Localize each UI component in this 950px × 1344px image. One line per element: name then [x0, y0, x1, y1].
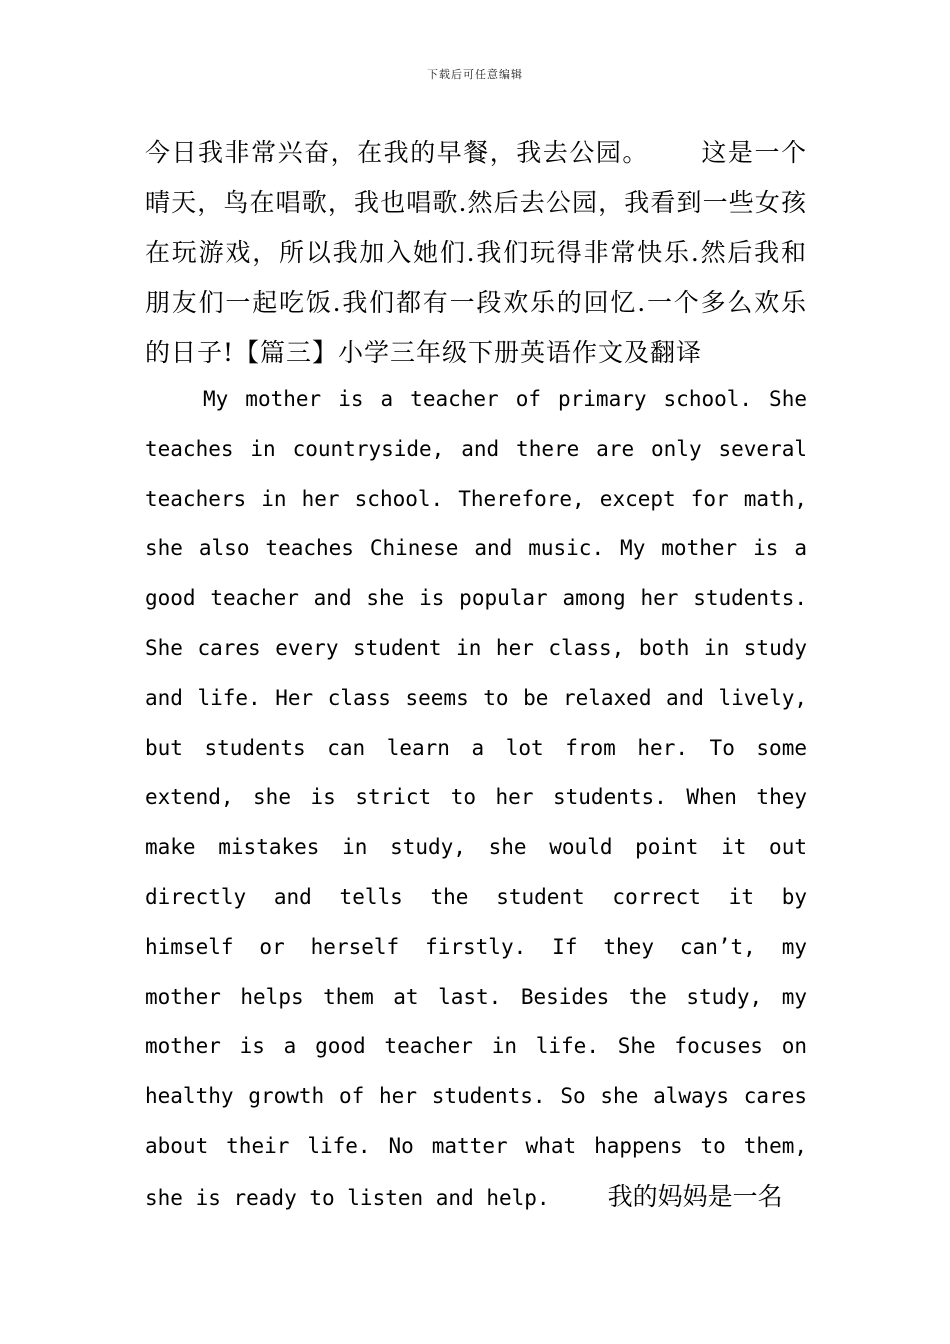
- english-line: but students can learn a lot from her. To some: [145, 735, 807, 760]
- chinese-line-2: 晴天，鸟在唱歌，我也唱歌.然后去公园，我看到一些女孩: [145, 188, 807, 217]
- chinese-line-3: 在玩游戏，所以我加入她们.我们玩得非常快乐.然后我和: [145, 238, 807, 267]
- english-line: make mistakes in study, she would point it out: [145, 835, 807, 860]
- english-line: teachers in her school. Therefore, except for math,: [145, 486, 807, 511]
- english-line-last: [145, 1172, 807, 1222]
- chinese-paragraph: [145, 128, 807, 378]
- chinese-sentence-2: 这是一个: [700, 138, 807, 167]
- english-paragraph: [145, 375, 807, 1222]
- english-line: extend, she is strict to her students. When they: [145, 785, 807, 810]
- english-line: healthy growth of her students. So she always cares: [145, 1084, 807, 1109]
- english-line: directly and tells the student correct it by: [145, 884, 807, 909]
- english-line: she also teaches Chinese and music. My mother is a: [145, 536, 807, 561]
- english-line: himself or herself firstly. If they can’t, my: [145, 934, 807, 959]
- english-line: good teacher and she is popular among her students.: [145, 586, 807, 611]
- chinese-line-1: [145, 128, 807, 178]
- english-line: My mother is a teacher of primary school. She: [203, 387, 807, 411]
- english-line: She cares every student in her class, both in study: [145, 635, 807, 660]
- chinese-line-5: 的日子!【篇三】小学三年级下册英语作文及翻译: [145, 338, 703, 367]
- english-last-sentence: she is ready to listen and help.: [145, 1185, 550, 1210]
- english-line: mother helps them at last. Besides the study, my: [145, 984, 807, 1009]
- page-header: 下载后可任意编辑: [427, 68, 523, 81]
- english-line: teaches in countryside, and there are only several: [145, 436, 807, 461]
- chinese-line-4: 朋友们一起吃饭.我们都有一段欢乐的回忆.一个多么欢乐: [145, 288, 807, 317]
- trailing-chinese-text: 我的妈妈是一名: [607, 1181, 783, 1211]
- english-line: mother is a good teacher in life. She focuses on: [145, 1034, 807, 1059]
- english-line: about their life. No matter what happens to them,: [145, 1133, 807, 1158]
- chinese-sentence-1: 今日我非常兴奋，在我的早餐，我去公园。: [145, 138, 649, 167]
- english-line: and life. Her class seems to be relaxed and lively,: [145, 685, 807, 710]
